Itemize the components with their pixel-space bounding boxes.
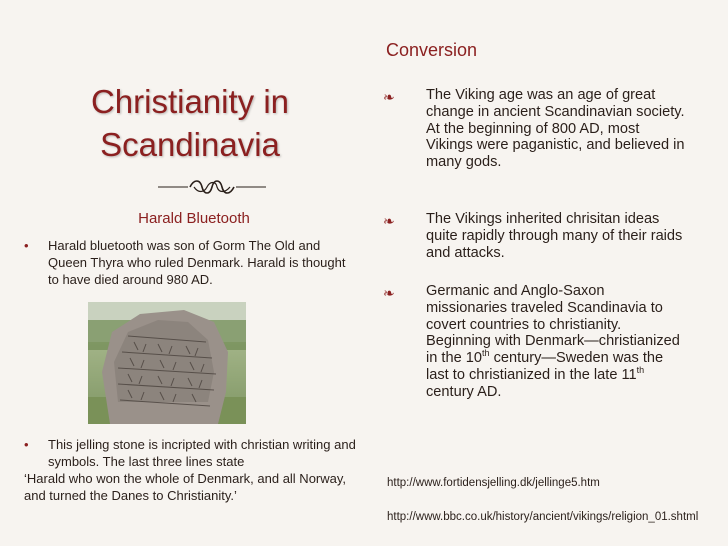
harald-quote: ‘Harald who won the whole of Denmark, and all Norway, and turned the Danes to Christianity.’	[24, 471, 347, 503]
jelling-stone-photo	[88, 302, 246, 424]
left-bullet-1	[24, 237, 359, 288]
left-bullet-2	[24, 436, 359, 470]
fleuron-bullet-icon: ❧	[383, 285, 395, 301]
bullet-dot: •	[24, 238, 29, 253]
jelling-stone-image	[88, 302, 246, 424]
source-link-1[interactable]: http://www.fortidensjelling.dk/jellinge5.htm	[387, 477, 600, 489]
bullet-dot: •	[24, 437, 29, 452]
left-bullet-1-text: Harald bluetooth was son of Gorm The Old and Queen Thyra who ruled Denmark. Harald is thought to have died around 980 AD.	[48, 238, 346, 287]
right-bullet-3-text: Germanic and Anglo-Saxon missionaries traveled Scandinavia to covert countries to christianity. Beginning with Denmark—christianized in the 10th century—Sweden was the last to christianized in the late 11th century AD.	[426, 283, 680, 400]
title-line-1: Christianity in	[90, 83, 290, 120]
slide-title	[40, 80, 340, 166]
fleuron-bullet-icon: ❧	[383, 89, 395, 105]
fleuron-bullet-icon: ❧	[383, 213, 395, 229]
right-bullet-2-text: The Vikings inherited chrisitan ideas quite rapidly through many of their raids and attacks.	[426, 211, 683, 261]
left-bullet-2-text: This jelling stone is incripted with christian writing and symbols. The last three lines state	[48, 437, 356, 469]
flourish-divider	[158, 176, 266, 198]
source-link-2[interactable]: http://www.bbc.co.uk/history/ancient/vikings/religion_01.shtml	[387, 511, 699, 523]
right-bullet-1-text: The Viking age was an age of great change in ancient Scandinavian society. At the beginning of 800 AD, most Vikings were paganistic, and believed in many gods.	[426, 87, 685, 171]
title-line-2: Scandinavia	[100, 126, 280, 163]
conversion-heading: Conversion	[386, 40, 478, 60]
subheading-harald: Harald Bluetooth	[138, 210, 250, 227]
